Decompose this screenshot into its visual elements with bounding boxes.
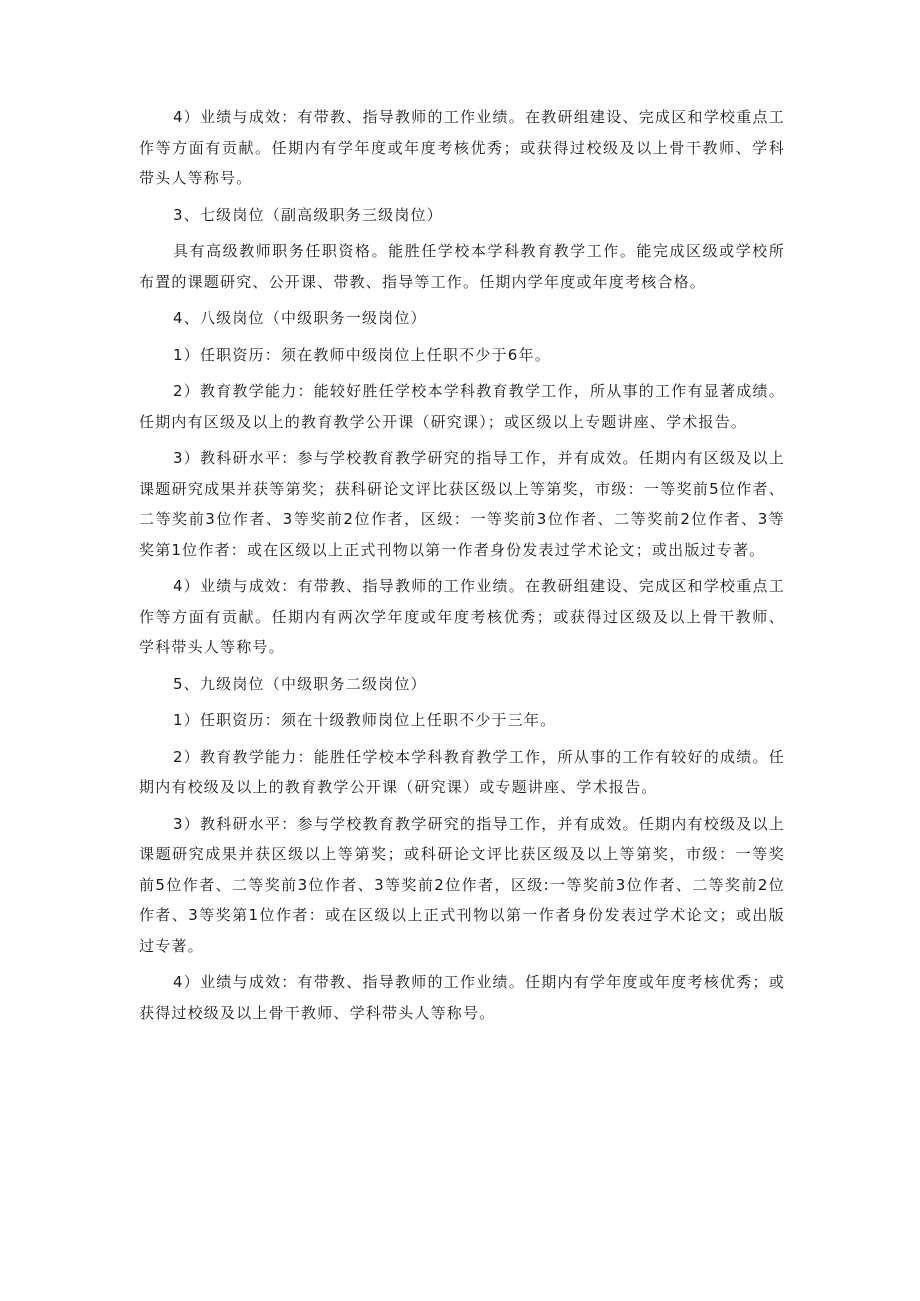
paragraph-level-7-requirements: 具有高级教师职务任职资格。能胜任学校本学科教育教学工作。能完成区级或学校所布置的课题研究、公开课、带教、指导等工作。任期内学年度或年度考核合格。 [139,242,785,291]
section-heading-level-9: 5、九级岗位（中级职务二级岗位） [173,674,427,693]
paragraph-level-9-research: 3）教科研水平：参与学校教育教学研究的指导工作，并有成效。任期内有校级及以上课题研究成果并获区级以上等第奖；或科研论文评比获区级及以上等第奖，市级：一等奖前5位作者、二等奖前3位作者、3等奖前2位作者，区级:一等奖前3位作者、二等奖前2位作者、3等奖第1位作者：或在区级以上正式刊物以第一作者身份发表过学术论文；或出版过专著。 [139,814,785,955]
paragraph-level-9-tenure: 1）任职资历：须在十级教师岗位上任职不少于三年。 [173,711,557,729]
paragraph-level-9-teaching: 2）教育教学能力：能胜任学校本学科教育教学工作，所从事的工作有较好的成绩。任期内有校级及以上的教育教学公开课（研究课）或专题讲座、学术报告。 [139,747,785,796]
section-heading-level-8: 4、八级岗位（中级职务一级岗位） [173,309,427,327]
document-body [139,102,785,1034]
paragraph-level-9-performance: 4）业绩与成效：有带教、指导教师的工作业绩。任期内有学年度或年度考核优秀；或获得过校级及以上骨干教师、学科带头人等称号。 [139,973,785,1022]
paragraph-level-8-tenure: 1）任职资历：须在教师中级岗位上任职不少于6年。 [173,345,551,364]
paragraph-level-8-performance: 4）业绩与成效：有带教、指导教师的工作业绩。在教研组建设、完成区和学校重点工作等方面有贡献。任期内有两次学年度或年度考核优秀；或获得过区级及以上骨干教师、学科带头人等称号。 [139,577,785,656]
paragraph-performance-criteria: 4）业绩与成效：有带教、指导教师的工作业绩。在教研组建设、完成区和学校重点工作等方面有贡献。任期内有学年度或年度考核优秀；或获得过校级及以上骨干教师、学科带头人等称号。 [139,108,785,187]
section-heading-level-7: 3、七级岗位（副高级职务三级岗位） [173,205,443,224]
paragraph-level-8-research: 3）教科研水平：参与学校教育教学研究的指导工作，并有成效。任期内有区级及以上课题研究成果并获等第奖；获科研论文评比获区级以上等第奖，市级：一等奖前5位作者、二等奖前3位作者、3等奖前2位作者，区级：一等奖前3位作者、二等奖前2位作者、3等奖第1位作者：或在区级以上正式刊物以第一作者身份发表过学术论文；或出版过专著。 [139,449,785,559]
paragraph-level-8-teaching: 2）教育教学能力：能较好胜任学校本学科教育教学工作，所从事的工作有显著成绩。任期内有区级及以上的教育教学公开课（研究课）；或区级以上专题讲座、学术报告。 [139,382,785,431]
